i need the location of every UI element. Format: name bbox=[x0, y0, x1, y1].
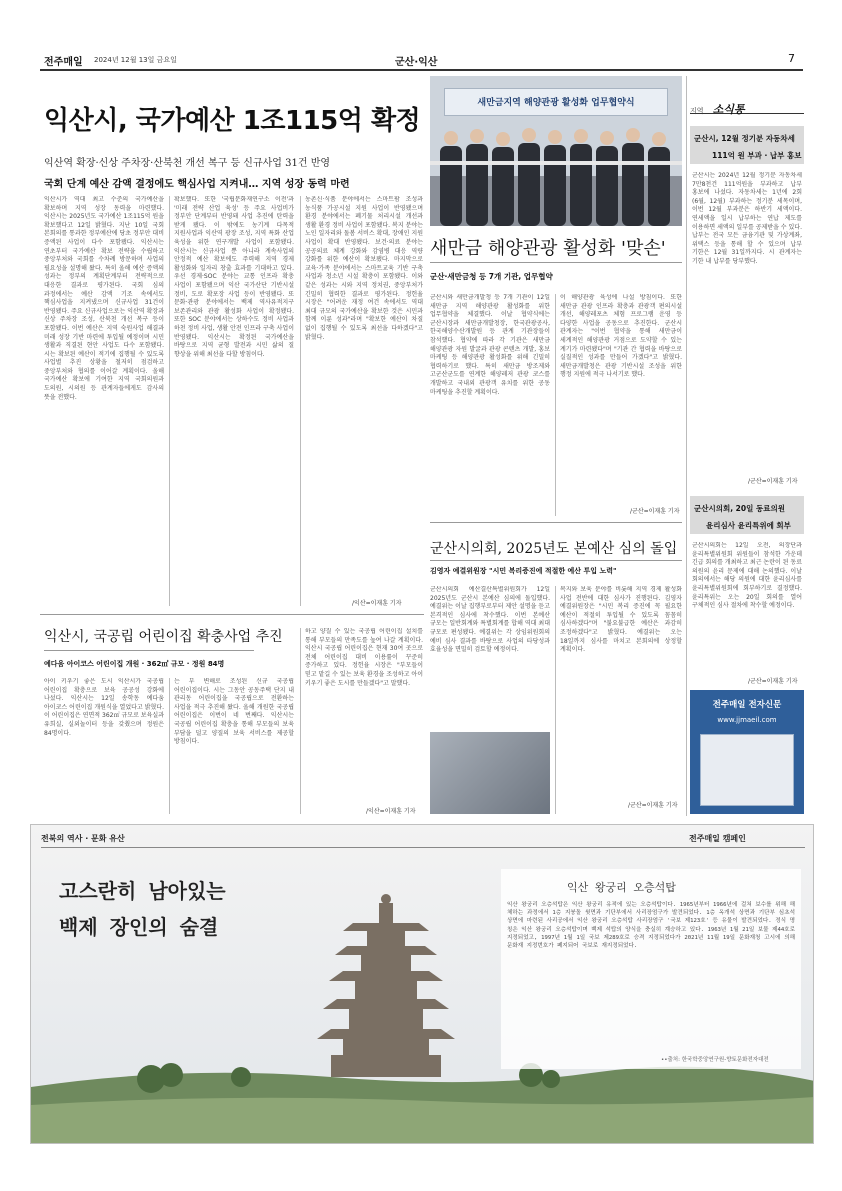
campaign-headline-2: 백제 장인의 숨결 bbox=[59, 915, 219, 939]
story2-subhead: 군산·새만금청 등 7개 기관, 업무협약 bbox=[430, 272, 553, 281]
story4-col-2: 는 부 변해로 조성된 신규 국공립 어린이집이다. 시는 그동안 공동주택 단지 내 관리동 어린이집을 국공립으로 전환하는 사업을 적극 추진해 왔다. 올해 개원한 국공립 어린이집은 이번이 네 번째다. 익산시는 국공립 어린이집 확충을 통해 부모들의 보육 부담을 덜고 양질의 보육 서비스를 제공할 방침이다. bbox=[174, 678, 294, 746]
promo-title: 전주매일 전자신문 bbox=[712, 700, 782, 710]
sidebar-header bbox=[690, 98, 804, 114]
column-divider bbox=[555, 294, 556, 516]
lead-subhead-1: 익산역 확장·신상 주차장·산북천 개선 복구 등 신규사업 31건 반영 bbox=[44, 158, 331, 169]
campaign-box bbox=[30, 824, 814, 1144]
sidebar-item1-text: 군산시는 2024년 12월 정기분 자동차세 7만8천건 111억원을 부과하고 납부 홍보에 나섰다. 자동차세는 1년에 2회(6월, 12월) 부과하는 정기분 세목이며, 이번 12월 부과분은 하반기 세액이다. 연세액을 일시 납부하는 연납 제도를 이용하면 세액의 일부를 공제받을 수 있다. 납부는 전국 모든 금융기관 및 가상계좌, 위택스 등을 통해 할 수 있으며 납부 기한은 12월 31일까지다. 시 관계자는 기한 내 납부를 당부했다. bbox=[692, 172, 802, 265]
campaign-label-rule bbox=[41, 847, 805, 848]
story3-col-2: 복지와 보육 분야를 비롯해 지역 경제 활성화 사업 전반에 대한 심사가 진행된다. 김영자 예결위원장은 "시민 복리 증진에 꼭 필요한 예산이 적절히 투입될 수 있도록 꼼꼼히 심사하겠다"며 "불요불급한 예산은 과감히 조정하겠다"고 밝혔다. 예결위는 오는 18일까지 심사를 마치고 본회의에 상정할 계획이다. bbox=[560, 586, 682, 654]
sidebar-item1-headline: 군산시, 12월 정기분 자동차세 bbox=[694, 134, 795, 143]
sidebar-tag: 지역 bbox=[690, 107, 704, 115]
story3-subhead: 김영자 예결위원장 "시민 복리증진에 적절한 예산 투입 노력" bbox=[430, 567, 617, 575]
lead-col-1: 익산시가 역대 최고 수준의 국가예산을 확보하며 지역 성장 동력을 마련했다. 익산시는 2025년도 국가예산 1조115억 원을 확보했다고 12일 밝혔다. 지난 10일 국회 본회의를 통과한 정부예산에 당초 정부안 대비 증액된 사업이 다수 포함됐다. 익산시는 연초부터 국가예산 확보 전략을 수립하고 중앙부처와 국회를 수차례 방문하며 사업의 필요성을 설명해 왔다. 특히 올해 예산 증액의 성과는 정부의 계획단계부터 전략적으로 대응한 결과로 평가된다. 국회 심의 과정에서는 예산 감액 기조 속에서도 핵심사업을 지켜냈으며 신규사업 31건이 반영됐다. 주요 신규사업으로는 익산역 확장과 신상 주차장 조성, 산북천 개선 복구 등이 포함됐다. 이번 예산은 지역 숙원사업 해결과 미래 성장 기반 마련에 투입될 예정이며 시민 생활과 직결된 현안 사업도 다수 포함됐다. 시는 확보된 예산이 적기에 집행될 수 있도록 사업별 추진 상황을 철저히 점검하고 중앙부처와 협의를 이어갈 계획이다. 올해 국가예산 확보에 기여한 지역 국회의원과 도의원, 시의원 등 관계자들에게도 감사의 뜻을 전했다. bbox=[44, 196, 164, 401]
column-divider bbox=[300, 196, 301, 606]
sidebar-item1-subhead: 111억 원 부과 · 납부 홍보 bbox=[712, 151, 802, 160]
lead-col-3: 농촌신·식품 분야에서는 스마트팜 조성과 농식품 가공시설 지원 사업이 반영됐으며 환경 분야에서는 폐기물 처리시설 개선과 생활 환경 정비 사업이 포함됐다. 복지 분야는 노인 일자리와 돌봄 서비스 확대, 장애인 지원 사업이 확대 반영됐다. 보건·의료 분야는 공공의료 체계 강화와 감염병 대응 역량 강화를 위한 예산이 확보됐다. 마지막으로 교육·가족 분야에서는 스마트교육 기반 구축 사업과 청소년 시설 확충이 포함됐다. 이와 같은 성과는 시와 지역 정치권, 중앙부처가 긴밀히 협력한 결과로 평가된다. 정헌율 시장은 "어려운 재정 여건 속에서도 역대 최대 규모의 국가예산을 확보한 것은 시민과 함께 이룬 성과"라며 "확보한 예산이 차질 없이 집행될 수 있도록 최선을 다하겠다"고 밝혔다. bbox=[305, 196, 423, 341]
promo-url[interactable]: www.jjmaeil.com bbox=[717, 716, 777, 724]
sidebar-item1-byline: /군산=이재훈 기자 bbox=[748, 478, 798, 485]
sidebar-divider bbox=[686, 76, 687, 816]
masthead-date: 2024년 12월 13일 금요일 bbox=[94, 56, 177, 64]
sidebar-item2-text: 군산시의회는 12일 오전, 의장단과 윤리특별위원회 위원들이 참석한 가운데 긴급 회의를 개최하고 최근 논란이 된 동료 의원의 윤리 문제에 대해 논의했다. 이날 회의에서는 해당 의원에 대한 윤리심사를 윤리특별위원회에 회부하기로 결정했다. 윤리특위는 오는 20일 회의를 열어 구체적인 심사 절차에 착수할 예정이다. bbox=[692, 542, 802, 610]
sidebar-item2-subhead: 윤리심사 윤리특위에 회부 bbox=[706, 521, 791, 530]
story4-subhead: 예다움 아이코스 어린이집 개원 · 362㎡ 규모 · 정원 84명 bbox=[44, 660, 225, 668]
section-title: 군산·익산 bbox=[395, 57, 438, 68]
story3-rule bbox=[430, 560, 682, 561]
campaign-title: 익산 왕궁리 오층석탑 bbox=[567, 881, 676, 894]
sidebar-title: 소식통 bbox=[712, 103, 745, 116]
story2-headline: 새만금 해양관광 활성화 '맞손' bbox=[430, 238, 666, 259]
sidebar-item2-byline: /군산=이재훈 기자 bbox=[748, 678, 798, 685]
photo-people bbox=[430, 116, 682, 226]
campaign-text: 익산 왕궁리 오층석탑은 익산 왕궁리 유적에 있는 오층석탑이다. 1965년부터 1966년에 걸쳐 보수를 위해 해체하는 과정에서 1층 지붕돌 윗면과 기단부에서 사리장엄구가 발견되었다. 1층 옥개석 상면과 기단부 심초석 상면에 마련된 사리공에서 익산 왕궁리 오층석탑 사리장엄구 '국보 제123호' 등 유물이 발견되었다. 정식 명칭은 익산 왕궁리 오층석탑이며 백제 석탑의 양식을 충실히 계승하고 있다. 1963년 1월 21일 보물 제44호로 지정되었고, 1997년 1월 1일 국보 제289호로 승격 지정되었다가 2021년 11월 19일 문화재청 고시에 의해 문화재 지정번호가 폐지되어 국보로 재지정되었다. bbox=[507, 902, 795, 950]
column-divider bbox=[300, 628, 301, 814]
story3-photo bbox=[430, 732, 550, 814]
campaign-source: ••출처: 한국학중앙연구원-향토문화전자대전 bbox=[661, 1057, 769, 1063]
column-divider bbox=[169, 196, 170, 606]
story4-headline: 익산시, 국공립 어린이집 확충사업 추진 bbox=[44, 629, 283, 645]
promo-screen-image bbox=[700, 734, 794, 806]
story4-col-1: 아이 키우기 좋은 도시 익산시가 국공립 어린이집 확충으로 보육 공공성 강화에 나섰다. 익산시는 12일 송학동 예다움 아이코스 어린이집 개원식을 열었다고 밝혔다. 이 어린이집은 연면적 362㎡ 규모로 보육실과 유희실, 실외놀이터 등을 갖췄으며 정원은 84명이다. bbox=[44, 678, 164, 737]
story4-byline: /익산=이재훈 기자 bbox=[366, 808, 416, 815]
header-rule bbox=[40, 69, 803, 71]
lead-byline: /익산=이재훈 기자 bbox=[352, 600, 402, 607]
photo-banner-text: 새만금지역 해양관광 활성화 업무협약식 bbox=[477, 98, 635, 108]
story2-rule bbox=[430, 262, 682, 263]
e-paper-promo[interactable] bbox=[690, 690, 804, 814]
story3-byline: /군산=이재훈 기자 bbox=[628, 802, 678, 809]
section-rule bbox=[430, 522, 682, 523]
story4-col-3: 하고 양질 수 있는 국공립 어린이집 설치를 통해 부모들의 만족도를 높여 나갈 계획이다. 익산시 국공립 어린이집은 현재 30여 곳으로 전체 어린이집 대비 이용률이 꾸준히 증가하고 있다. 정헌율 시장은 "부모들이 믿고 맡길 수 있는 보육 환경을 조성하고 아이 키우기 좋은 도시를 만들겠다"고 말했다. bbox=[305, 628, 423, 687]
lead-headline: 익산시, 국가예산 1조115억 확정 bbox=[44, 106, 421, 136]
sidebar-item2-headline: 군산시의회, 20일 동료의원 bbox=[694, 504, 785, 513]
story3-headline: 군산시의회, 2025년도 본예산 심의 돌입 bbox=[430, 541, 678, 557]
column-divider bbox=[169, 678, 170, 814]
story3-col-1: 군산시의회 예산결산특별위원회가 12일 2025년도 군산시 본예산 심의에 돌입했다. 예결위는 이날 집행부로부터 제안 설명을 듣고 본격적인 심사에 착수했다. 이번 본예산 규모는 일반회계와 특별회계를 합해 역대 최대 규모로 편성됐다. 예결위는 각 상임위원회의 예비 심사 결과를 바탕으로 사업의 타당성과 효율성을 면밀히 검토할 예정이다. bbox=[430, 586, 550, 654]
story4-rule bbox=[44, 650, 254, 651]
campaign-label-right: 전주매일 캠페인 bbox=[689, 834, 746, 843]
masthead-paper: 전주매일 bbox=[44, 57, 83, 68]
section-rule bbox=[40, 614, 424, 615]
lead-col-2: 확보했다. 또한 '국립문화재연구소 이전'과 '미래 전략 산업 육성' 등 주요 사업비가 정부안 단계부터 반영돼 사업 추진에 탄력을 받게 됐다. 이 밖에도 농기계 다목적 지원사업과 익산역 광장 조성, 지역 특화 산업 육성을 위한 연구개발 사업이 포함됐다. 익산시는 신규사업 뿐 아니라 계속사업의 안정적 예산 확보에도 주력해 지역 경제 활성화와 일자리 창출 효과를 기대하고 있다. 우선 경제·SOC 분야는 교통 인프라 확충 사업이 포함됐으며 익산 국가산단 기반시설 정비, 도로 확포장 사업 등이 반영됐다. 또 문화·관광 분야에서는 백제 역사유적지구 보존관리와 관광 활성화 사업이 확정됐다. 또한 SOC 분야에서는 상하수도 정비 사업과 하천 정비 사업, 생활 안전 인프라 구축 사업이 반영됐다. 익산시는 확정된 국가예산을 바탕으로 지역 균형 발전과 시민 삶의 질 향상을 위해 최선을 다할 방침이다. bbox=[174, 196, 294, 358]
campaign-label-left: 전북의 역사 · 문화 유산 bbox=[41, 834, 125, 843]
mou-photo bbox=[430, 76, 682, 226]
campaign-headline-1: 고스란히 남아있는 bbox=[59, 879, 226, 903]
story2-col-1: 군산시와 새만금개발청 등 7개 기관이 12일 새만금 지역 해양관광 활성화를 위한 업무협약을 체결했다. 이날 협약식에는 군산시장과 새만금개발청장, 한국관광공사, 한국해양수산개발원 등 관계 기관장들이 참석했다. 협약에 따라 각 기관은 새만금 해양관광 자원 발굴과 관광 콘텐츠 개발, 홍보 마케팅 등 해양관광 활성화를 위해 긴밀히 협력하기로 했다. 특히 새만금 방조제와 고군산군도를 연계한 해양레저 관광 코스를 개발하고 국내외 관광객 유치를 위한 공동 마케팅을 추진할 계획이다. bbox=[430, 294, 550, 396]
story2-col-2: 이 해양관광 육성에 나설 방침이다. 또한 새만금 관광 인프라 확충과 관광객 편의시설 개선, 해양레포츠 체험 프로그램 운영 등 다양한 사업을 공동으로 추진한다. 군산시 관계자는 "이번 협약을 통해 새만금이 세계적인 해양관광 거점으로 도약할 수 있는 계기가 마련됐다"며 "기관 간 협력을 바탕으로 실질적인 성과를 만들어 가겠다"고 밝혔다. 새만금개발청은 관광 기반시설 조성을 위한 행정 지원에 적극 나서기로 했다. bbox=[560, 294, 682, 379]
column-divider bbox=[555, 586, 556, 814]
page-number: 7 bbox=[788, 52, 795, 65]
story2-byline: /군산=이재훈 기자 bbox=[630, 508, 680, 515]
lead-subhead-2: 국회 단계 예산 감액 결정에도 핵심사업 지켜내… 지역 성장 동력 마련 bbox=[44, 179, 350, 190]
